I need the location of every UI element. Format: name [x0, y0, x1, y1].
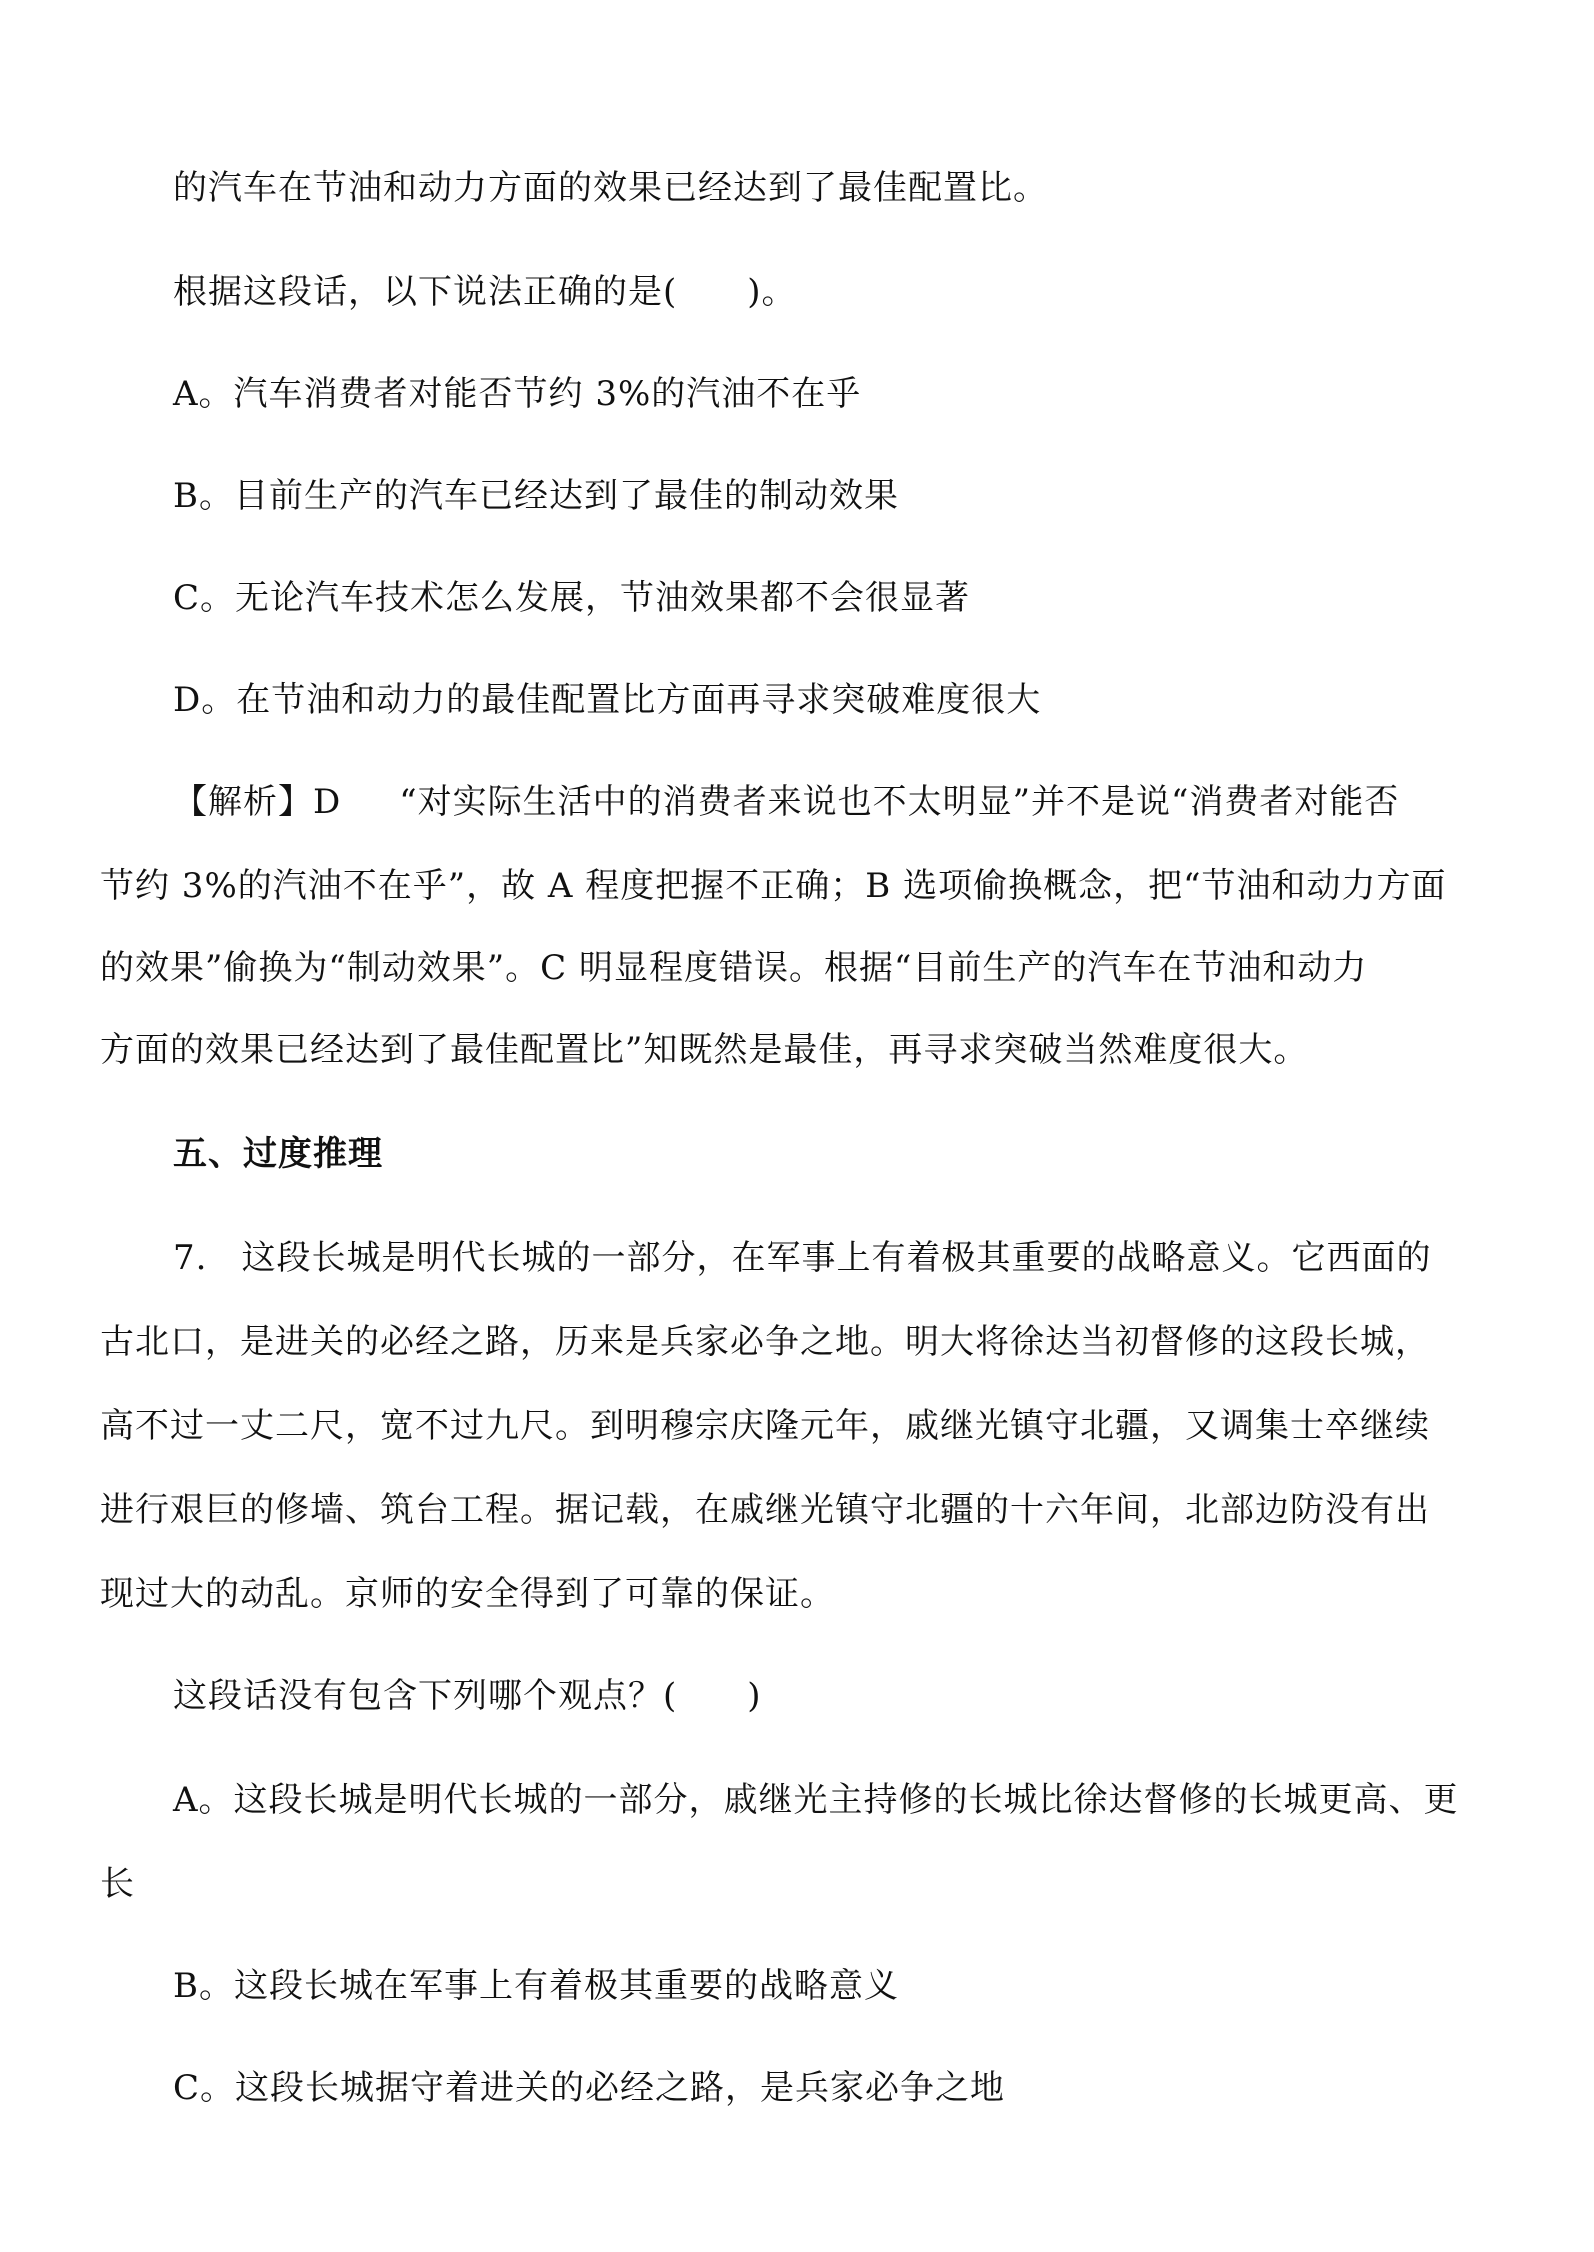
q7-passage-line-3: 高不过一丈二尺，宽不过九尺。到明穆宗庆隆元年，戚继光镇守北疆，又调集士卒继续: [100, 1406, 1430, 1446]
q6-option-b: B。目前生产的汽车已经达到了最佳的制动效果: [173, 476, 899, 516]
q6-analysis-line-2: 节约 3%的汽油不在乎”，故 A 程度把握不正确；B 选项偷换概念，把“节油和动力方面: [100, 866, 1447, 906]
q6-prompt: 根据这段话，以下说法正确的是( )。: [173, 272, 797, 312]
analysis-label: 【解析】D: [173, 782, 342, 822]
q7-number: 7.: [173, 1238, 208, 1278]
q7-passage-line-4: 进行艰巨的修墙、筑台工程。据记载，在戚继光镇守北疆的十六年间，北部边防没有出: [100, 1490, 1430, 1530]
q7-passage-line-2: 古北口，是进关的必经之路，历来是兵家必争之地。明大将徐达当初督修的这段长城，: [100, 1322, 1430, 1362]
q6-analysis-line-3: 的效果”偷换为“制动效果”。C 明显程度错误。根据“目前生产的汽车在节油和动力: [100, 948, 1368, 988]
q7-passage-line-1: [173, 1238, 1431, 1278]
q7-option-a-line-2: 长: [100, 1864, 135, 1904]
q7-option-c: C。这段长城据守着进关的必经之路，是兵家必争之地: [173, 2068, 1006, 2108]
section-heading: 五、过度推理: [173, 1134, 383, 1174]
q7-prompt: 这段话没有包含下列哪个观点？( ): [173, 1676, 762, 1716]
q6-analysis-line-1: [173, 782, 1399, 822]
q6-option-a: A。汽车消费者对能否节约 3%的汽油不在乎: [173, 374, 862, 414]
q6-continuation: 的汽车在节油和动力方面的效果已经达到了最佳配置比。: [173, 168, 1048, 208]
q7-option-a-line-1: A。这段长城是明代长城的一部分，戚继光主持修的长城比徐达督修的长城更高、更: [173, 1780, 1459, 1820]
analysis-text: “对实际生活中的消费者来说也不太明显”并不是说“消费者对能否: [399, 782, 1400, 822]
q6-option-c: C。无论汽车技术怎么发展，节油效果都不会很显著: [173, 578, 971, 618]
q7-option-b: B。这段长城在军事上有着极其重要的战略意义: [173, 1966, 899, 2006]
q6-analysis-line-4: 方面的效果已经达到了最佳配置比”知既然是最佳，再寻求突破当然难度很大。: [100, 1030, 1309, 1070]
q7-passage-text: 这段长城是明代长城的一部分，在军事上有着极其重要的战略意义。它西面的: [241, 1238, 1432, 1278]
q7-passage-line-5: 现过大的动乱。京师的安全得到了可靠的保证。: [100, 1574, 835, 1614]
q6-option-d: D。在节油和动力的最佳配置比方面再寻求突破难度很大: [173, 680, 1042, 720]
